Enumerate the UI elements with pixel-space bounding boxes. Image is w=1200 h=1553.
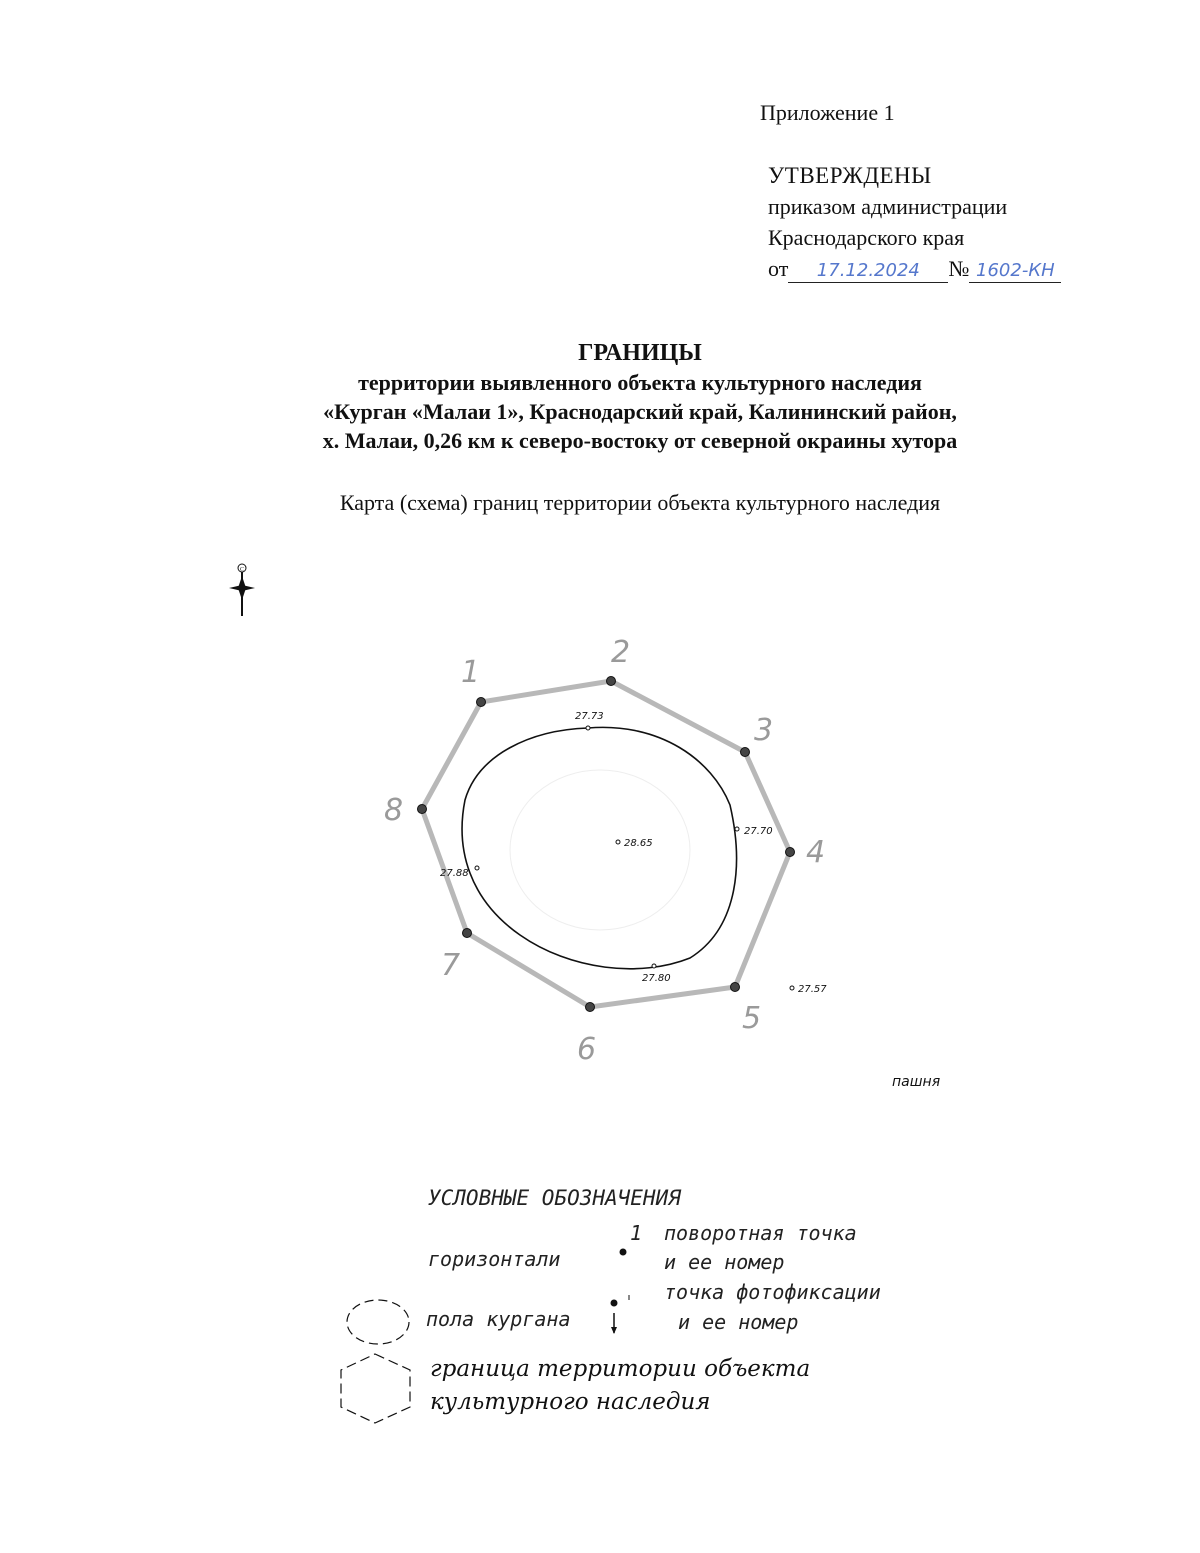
boundary-vertex — [586, 1003, 595, 1012]
legend-mound-base: пола кургана — [426, 1307, 571, 1331]
approved-heading: УТВЕРЖДЕНЫ — [768, 163, 932, 188]
title-line-3: х. Малаи, 0,26 км к северо-востоку от северной окраины хутора — [322, 428, 958, 453]
boundary-vertex — [418, 805, 427, 814]
boundary-vertex — [477, 698, 486, 707]
legend-photo-point-text-2: и ее номер — [678, 1310, 799, 1334]
elevation-label-left: 27.88 — [440, 868, 469, 879]
vertex-label-7: 7 — [441, 948, 461, 983]
vertex-label-5: 5 — [742, 1001, 762, 1036]
faint-contour — [510, 770, 690, 930]
legend-turn-point-text-2: и ее номер — [664, 1250, 785, 1274]
number-prefix: № — [948, 256, 970, 281]
title-line-1: территории выявленного объекта культурного наследия — [358, 370, 922, 395]
legend-boundary-text-2: культурного наследия — [430, 1389, 711, 1415]
legend-turn-point-number: 1 — [630, 1221, 643, 1245]
order-line-1: приказом администрации — [768, 194, 1008, 219]
legend-boundary-text-1: граница территории объекта — [430, 1356, 811, 1382]
heritage-boundary — [422, 681, 790, 1007]
elevation-point — [652, 964, 656, 968]
vertex-label-6: 6 — [577, 1032, 597, 1067]
vertex-label-3: 3 — [754, 713, 774, 748]
elevation-label-top: 27.73 — [575, 711, 604, 722]
handwritten-order-number: 1602-КН — [969, 260, 1061, 283]
elevation-point — [616, 840, 620, 844]
elevation-point — [586, 726, 590, 730]
land-use-label: пашня — [892, 1074, 941, 1090]
elevation-label-right: 27.70 — [744, 826, 773, 837]
elevation-point — [475, 866, 479, 870]
date-prefix: от — [768, 256, 789, 281]
photo-point-icon — [611, 1295, 630, 1334]
elevation-point — [735, 827, 739, 831]
title-line-2: «Курган «Малаи 1», Краснодарский край, Калининский район, — [323, 399, 957, 424]
boundary-vertex — [786, 848, 795, 857]
mound-base-legend-icon — [347, 1300, 409, 1344]
boundary-vertex — [463, 929, 472, 938]
map-caption: Карта (схема) границ территории объекта культурного наследия — [339, 490, 941, 515]
handwritten-date: 17.12.2024 — [788, 260, 948, 283]
legend-turn-point-text-1: поворотная точка — [664, 1221, 857, 1245]
vertex-label-4: 4 — [806, 835, 826, 870]
mound-base-line — [462, 727, 736, 968]
legend-contours: горизонтали — [428, 1247, 561, 1271]
legend-photo-point-text-1: точка фотофиксации — [664, 1280, 881, 1304]
elevation-label-bottom: 27.80 — [642, 973, 671, 984]
compass-letter: С — [239, 567, 245, 573]
legend-title: УСЛОВНЫЕ ОБОЗНАЧЕНИЯ — [428, 1186, 681, 1210]
appendix-label: Приложение 1 — [760, 100, 895, 125]
boundary-vertex — [741, 748, 750, 757]
boundary-vertex — [731, 983, 740, 992]
vertex-label-1: 1 — [461, 655, 481, 690]
vertex-label-2: 2 — [611, 635, 631, 670]
boundary-vertex — [607, 677, 616, 686]
elevation-label-center: 28.65 — [624, 838, 653, 849]
compass-icon — [229, 564, 255, 616]
elevation-label-outside: 27.57 — [798, 984, 827, 995]
vertex-label-8: 8 — [384, 793, 404, 828]
turn-point-icon — [620, 1249, 627, 1256]
elevation-point — [790, 986, 794, 990]
document-title: ГРАНИЦЫ — [578, 340, 702, 366]
boundary-legend-icon — [341, 1354, 410, 1423]
order-line-2: Краснодарского края — [768, 225, 965, 250]
